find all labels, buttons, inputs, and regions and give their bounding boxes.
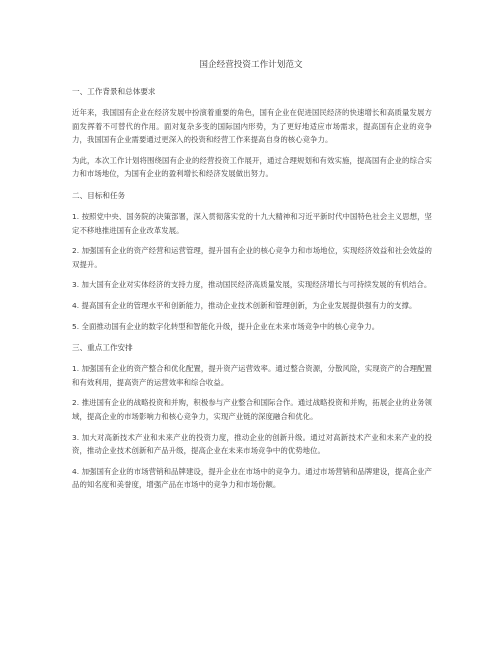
list-item: 2. 加强国有企业的资产经营和运营管理，提升国有企业的核心竞争力和市场地位，实现经济效益和社会效益的双提升。 xyxy=(72,246,432,269)
list-item: 3. 加大对高新技术产业和未来产业的投资力度，推动企业的创新升级。通过对高新技术产业和未来产业的投资，推动企业技术创新和产品升级，提高企业在未来市场竞争中的优势地位。 xyxy=(72,432,432,456)
paragraph: 为此，本次工作计划将围绕国有企业的经营投资工作展开，通过合理规划和有效实施，提高国有企业的综合实力和市场地位，为国有企业的盈利增长和经济发展做出努力。 xyxy=(72,155,432,179)
paragraph: 近年来，我国国有企业在经济发展中扮演着重要的角色，国有企业在促进国民经济的快速增长和高质量发展方面发挥着不可替代的作用。面对复杂多变的国际国内形势，为了更好地适应市场需求，提高国有企业的竞争力，我国国有企业需要通过更深入的投资和经营工作来提高自身的核心竞争力。 xyxy=(72,108,432,145)
section-heading-background: 一、工作背景和总体要求 xyxy=(72,87,156,96)
list-item: 1. 加强国有企业的资产整合和优化配置，提升资产运营效率。通过整合资源，分散风险，实现资产的合理配置和有效利用，提高资产的运营效率和综合收益。 xyxy=(72,364,432,387)
list-item: 3. 加大国有企业对实体经济的支持力度，推动国民经济高质量发展，实现经济增长与可持续发展的有机结合。 xyxy=(72,280,432,290)
list-item: 4. 加强国有企业的市场营销和品牌建设，提升企业在市场中的竞争力。通过市场营销和品牌建设，提高企业产品的知名度和美誉度，增强产品在市场中的竞争力和市场份额。 xyxy=(72,466,432,490)
document-title: 国企经营投资工作计划范文 xyxy=(199,60,303,70)
list-item: 2. 推进国有企业的战略投资和并购，积极参与产业整合和国际合作。通过战略投资和并购，拓展企业的业务领域，提高企业的市场影响力和核心竞争力，实现产业链的深度融合和优化。 xyxy=(72,398,432,421)
list-item: 5. 全面推动国有企业的数字化转型和智能化升级，提升企业在未来市场竞争中的核心竞争力。 xyxy=(72,321,380,331)
list-item: 1. 按照党中央、国务院的决策部署，深入贯彻落实党的十九大精神和习近平新时代中国特色社会主义思想，坚定不移地推进国有企业改革发展。 xyxy=(72,211,432,235)
list-item: 4. 提高国有企业的管理水平和创新能力，推动企业技术创新和管理创新，为企业发展提供强有力的支撑。 xyxy=(72,300,417,310)
section-heading-goals: 二、目标和任务 xyxy=(72,190,126,200)
document-body xyxy=(72,86,432,499)
section-heading-key-work: 三、重点工作安排 xyxy=(72,343,133,353)
